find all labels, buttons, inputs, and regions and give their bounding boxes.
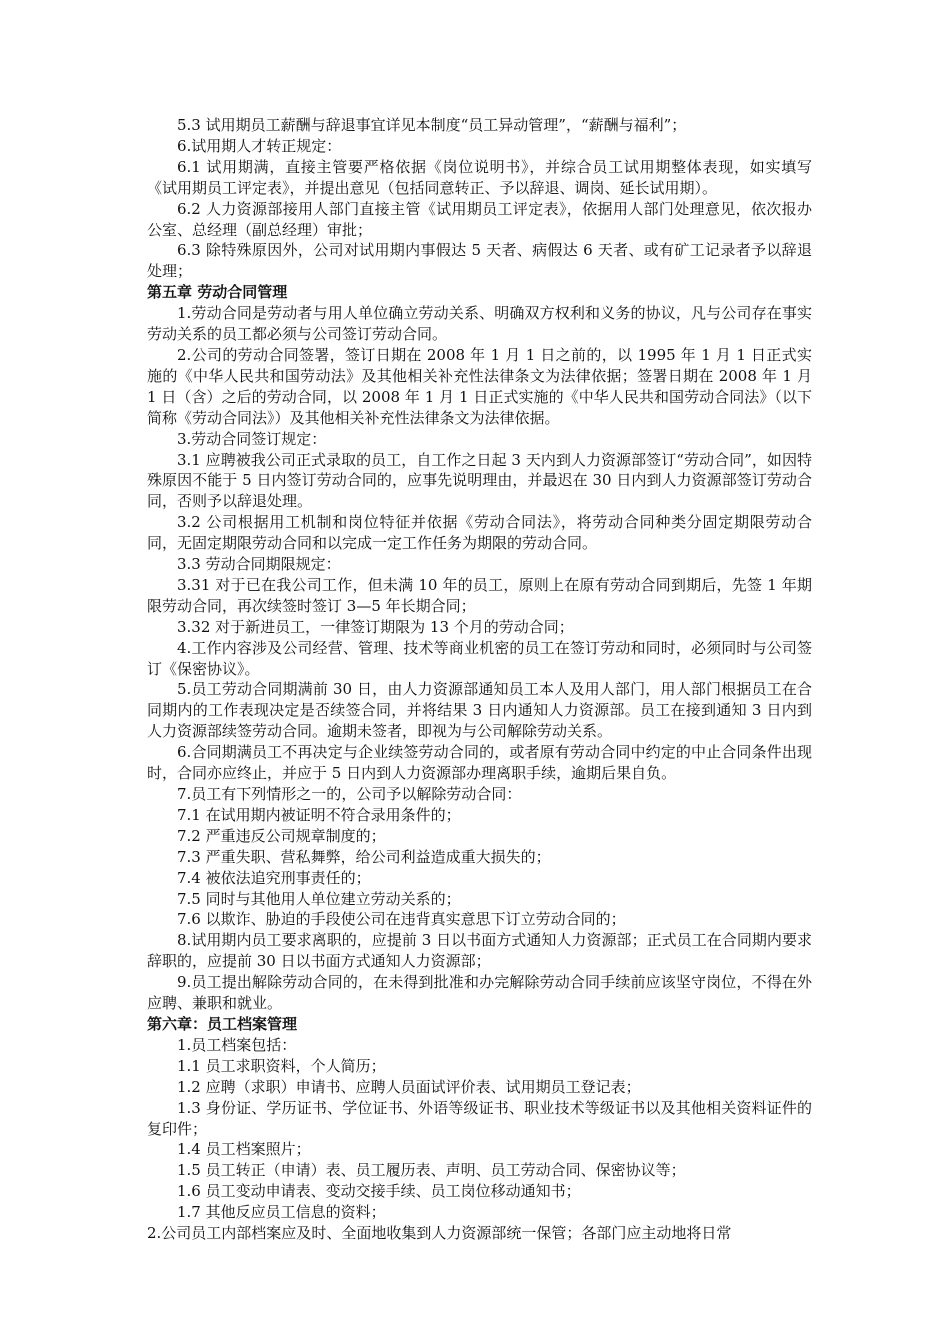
paragraph-ch6-1-6: 1.6 员工变动申请表、变动交接手续、员工岗位移动通知书；	[177, 1182, 581, 1201]
paragraph-6-3: 6.3 除特殊原因外，公司对试用期内事假达 5 天者、病假达 6 天者、或有矿工记录者予以辞退处理；	[147, 241, 812, 281]
paragraph-ch5-3-31: 3.31 对于已在我公司工作，但未满 10 年的员工，原则上在原有劳动合同到期后，先签 1 年期限劳动合同，再次续签时签订 3—5 年长期合同；	[147, 575, 812, 615]
paragraph-ch6-1-5: 1.5 员工转正（申请）表、员工履历表、声明、员工劳动合同、保密协议等；	[177, 1161, 686, 1180]
paragraph-ch6-1-7: 1.7 其他反应员工信息的资料；	[177, 1203, 386, 1222]
paragraph-ch5-1: 1.劳动合同是劳动者与用人单位确立劳动关系、明确双方权利和义务的协议，凡与公司存在事实劳动关系的员工都必须与公司签订劳动合同。	[147, 304, 812, 344]
paragraph-ch5-3-32: 3.32 对于新进员工，一律签订期限为 13 个月的劳动合同；	[177, 617, 574, 636]
paragraph-ch5-3-2: 3.2 公司根据用工机制和岗位特征并依据《劳动合同法》，将劳动合同种类分固定期限劳动合同，无固定期限劳动合同和以完成一定工作任务为期限的劳动合同。	[147, 513, 812, 553]
chapter-6-heading: 第六章：员工档案管理	[147, 1014, 298, 1033]
paragraph-ch5-2: 2.公司的劳动合同签署，签订日期在 2008 年 1 月 1 日之前的，以 1995 年 1 月 1 日正式实施的《中华人民共和国劳动法》及其他相关补充性法律条文为法律依据；签署日期在 2008 年 1 月 1 日（含）之后的劳动合同，以 2008 年 1 月 1 日正式实施的《中华人民共和国劳动合同法》（以下简称《劳动合同法》）及其他相关补充性法律条文为法律依据。	[147, 345, 812, 427]
paragraph-5-3: 5.3 试用期员工薪酬与辞退事宜详见本制度“员工异动管理”，“薪酬与福利”；	[177, 116, 687, 134]
paragraph-ch6-1: 1.员工档案包括：	[177, 1035, 297, 1054]
paragraph-ch5-7-1: 7.1 在试用期内被证明不符合录用条件的；	[177, 805, 461, 824]
paragraph-ch6-2: 2.公司员工内部档案应及时、全面地收集到人力资源部统一保管；各部门应主动地将日常	[147, 1224, 732, 1243]
paragraph-ch5-3: 3.劳动合同签订规定：	[177, 429, 327, 448]
paragraph-ch5-4: 4.工作内容涉及公司经营、管理、技术等商业机密的员工在签订劳动和同时，必须同时与公司签订《保密协议》。	[147, 638, 812, 678]
paragraph-ch5-6: 6.合同期满员工不再决定与企业续签劳动合同的，或者原有劳动合同中约定的中止合同条件出现时，合同亦应终止，并应于 5 日内到人力资源部办理离职手续，逾期后果自负。	[147, 743, 812, 783]
paragraph-ch5-7-3: 7.3 严重失职、营私舞弊，给公司利益造成重大损失的；	[177, 847, 551, 866]
paragraph-ch6-1-3: 1.3 身份证、学历证书、学位证书、外语等级证书、职业技术等级证书以及其他相关资料证件的复印件；	[147, 1098, 812, 1138]
paragraph-6-1: 6.1 试用期满，直接主管要严格依据《岗位说明书》，并综合员工试用期整体表现，如实填写《试用期员工评定表》，并提出意见（包括同意转正、予以辞退、调岗、延长试用期）。	[147, 157, 812, 197]
paragraph-6: 6.试用期人才转正规定：	[177, 136, 342, 155]
paragraph-ch5-8: 8.试用期内员工要求离职的，应提前 3 日以书面方式通知人力资源部；正式员工在合同期内要求辞职的，应提前 30 日以书面方式通知人力资源部；	[147, 931, 812, 971]
paragraph-ch5-7: 7.员工有下列情形之一的，公司予以解除劳动合同：	[177, 785, 522, 803]
paragraph-ch5-7-6: 7.6 以欺诈、胁迫的手段使公司在违背真实意思下订立劳动合同的；	[177, 910, 626, 929]
paragraph-ch6-1-2: 1.2 应聘（求职）申请书、应聘人员面试评价表、试用期员工登记表；	[177, 1077, 641, 1096]
paragraph-ch5-7-5: 7.5 同时与其他用人单位建立劳动关系的；	[177, 889, 461, 908]
document-page	[147, 115, 812, 1244]
chapter-5-heading: 第五章 劳动合同管理	[147, 283, 288, 302]
paragraph-ch5-7-2: 7.2 严重违反公司规章制度的；	[177, 826, 386, 845]
paragraph-ch5-3-3: 3.3 劳动合同期限规定：	[177, 555, 341, 574]
paragraph-ch5-5: 5.员工劳动合同期满前 30 日，由人力资源部通知员工本人及用人部门，用人部门根据员工在合同期内的工作表现决定是否续签合同，并将结果 3 日内通知人力资源部。员工在接到通知 3 日内到人力资源部续签劳动合同。逾期未签者，即视为与公司解除劳动关系。	[147, 680, 812, 741]
paragraph-ch6-1-4: 1.4 员工档案照片；	[177, 1140, 311, 1159]
paragraph-ch5-3-1: 3.1 应聘被我公司正式录取的员工，自工作之日起 3 天内到人力资源部签订“劳动合同”，如因特殊原因不能于 5 日内签订劳动合同的，应事先说明理由，并最迟在 30 日内到人力资源部签订劳动合同，否则予以辞退处理。	[147, 450, 812, 511]
paragraph-ch5-9: 9.员工提出解除劳动合同的，在未得到批准和办完解除劳动合同手续前应该坚守岗位，不得在外应聘、兼职和就业。	[147, 973, 812, 1013]
paragraph-ch6-1-1: 1.1 员工求职资料，个人简历；	[177, 1056, 386, 1075]
paragraph-ch5-7-4: 7.4 被依法追究刑事责任的；	[177, 868, 371, 887]
paragraph-6-2: 6.2 人力资源部接用人部门直接主管《试用期员工评定表》，依据用人部门处理意见，依次报办公室、总经理（副总经理）审批；	[147, 199, 812, 239]
